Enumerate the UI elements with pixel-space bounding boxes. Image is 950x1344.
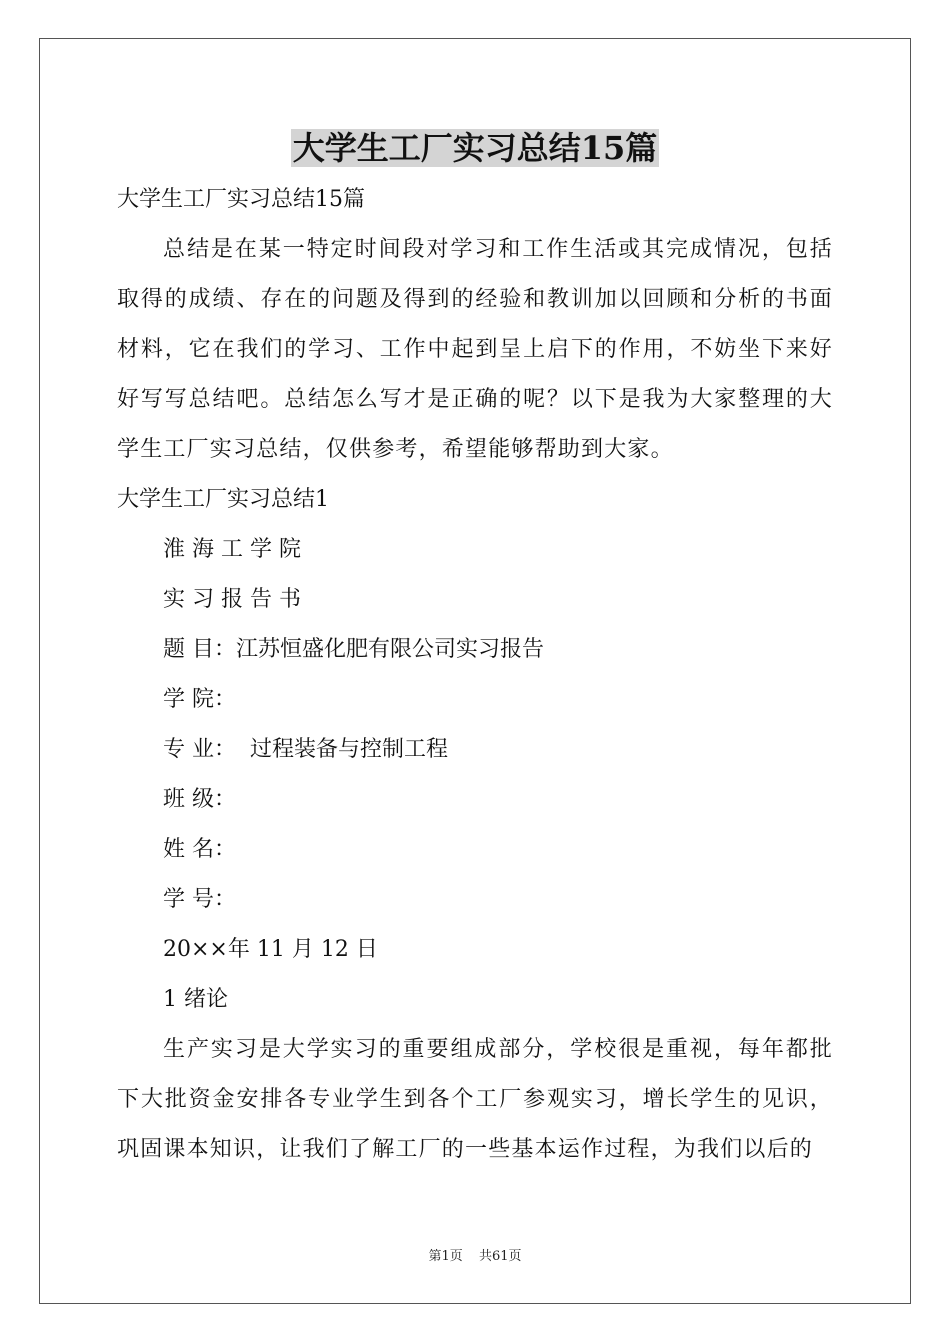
body-paragraph: 生产实习是大学实习的重要组成部分，学校很是重视，每年都批下大批资金安排各专业学生到各个工厂参观实习，增长学生的见识，巩固课本知识，让我们了解工厂的一些基本运作过程，为我们以后的 [117, 1037, 833, 1162]
topic-line: 题 目：江苏恒盛化肥有限公司实习报告 [163, 637, 544, 662]
page-number: 第1页 [428, 1249, 463, 1264]
major-line: 专 业： 过程装备与控制工程 [163, 737, 448, 762]
name-line: 姓 名： [163, 837, 236, 862]
date-line: 20××年 11 月 12 日 [163, 937, 378, 962]
document-title-text: 大学生工厂实习总结15篇 [292, 129, 658, 167]
report-title: 实 习 报 告 书 [163, 587, 301, 612]
section-heading: 大学生工厂实习总结1 [117, 487, 329, 512]
subtitle: 大学生工厂实习总结15篇 [117, 187, 365, 212]
school-name: 淮 海 工 学 院 [163, 537, 301, 562]
student-id-line: 学 号： [163, 887, 236, 912]
page-total: 共61页 [478, 1249, 522, 1264]
chapter-heading: 1 绪论 [163, 987, 228, 1012]
document-title [0, 125, 950, 171]
intro-paragraph: 总结是在某一特定时间段对学习和工作生活或其完成情况，包括取得的成绩、存在的问题及得到的经验和教训加以回顾和分析的书面材料，它在我们的学习、工作中起到呈上启下的作用，不妨坐下来好好写写总结吧。总结怎么写才是正确的呢？以下是我为大家整理的大学生工厂实习总结，仅供参考，希望能够帮助到大家。 [117, 237, 833, 462]
college-line: 学 院： [163, 687, 236, 712]
class-line: 班 级： [163, 787, 236, 812]
document-body [117, 175, 833, 1175]
page-footer [0, 1247, 950, 1267]
